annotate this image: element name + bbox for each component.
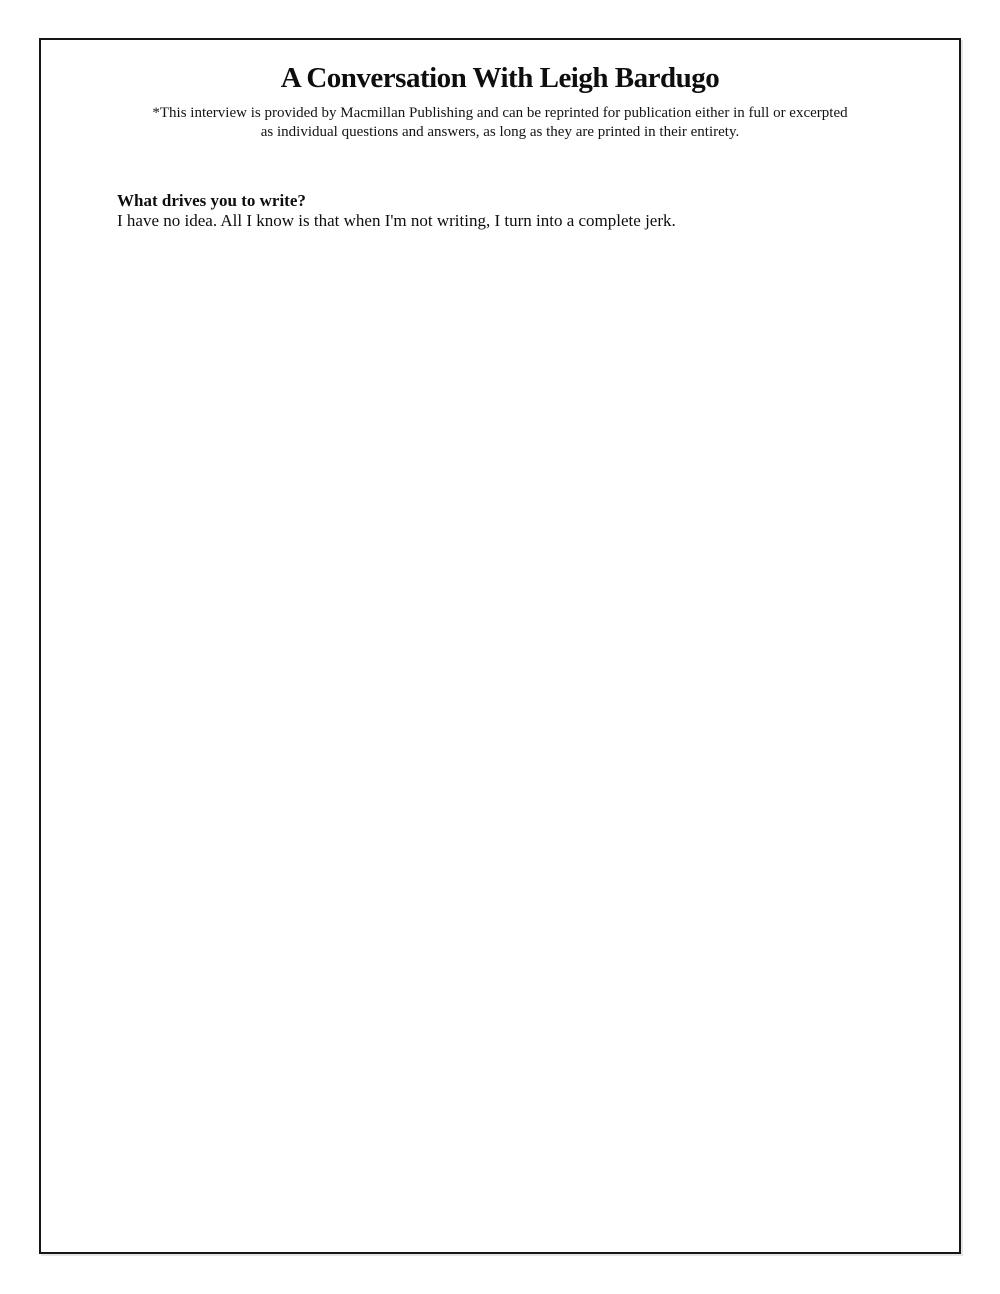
reprint-note-line-2: as individual questions and answers, as long as they are printed in their entirety. — [260, 124, 740, 140]
reprint-note — [41, 104, 959, 142]
page-title: A Conversation With Leigh Bardugo — [280, 62, 720, 94]
interview-question: What drives you to write? — [117, 191, 306, 210]
document-page — [39, 38, 961, 1254]
interview-answer: I have no idea. All I know is that when I'm not writing, I turn into a complete jerk. — [117, 211, 676, 230]
qa-block — [41, 191, 959, 231]
reprint-note-line-1: *This interview is provided by Macmillan Publishing and can be reprinted for publication either in full or excerpted — [152, 105, 848, 121]
